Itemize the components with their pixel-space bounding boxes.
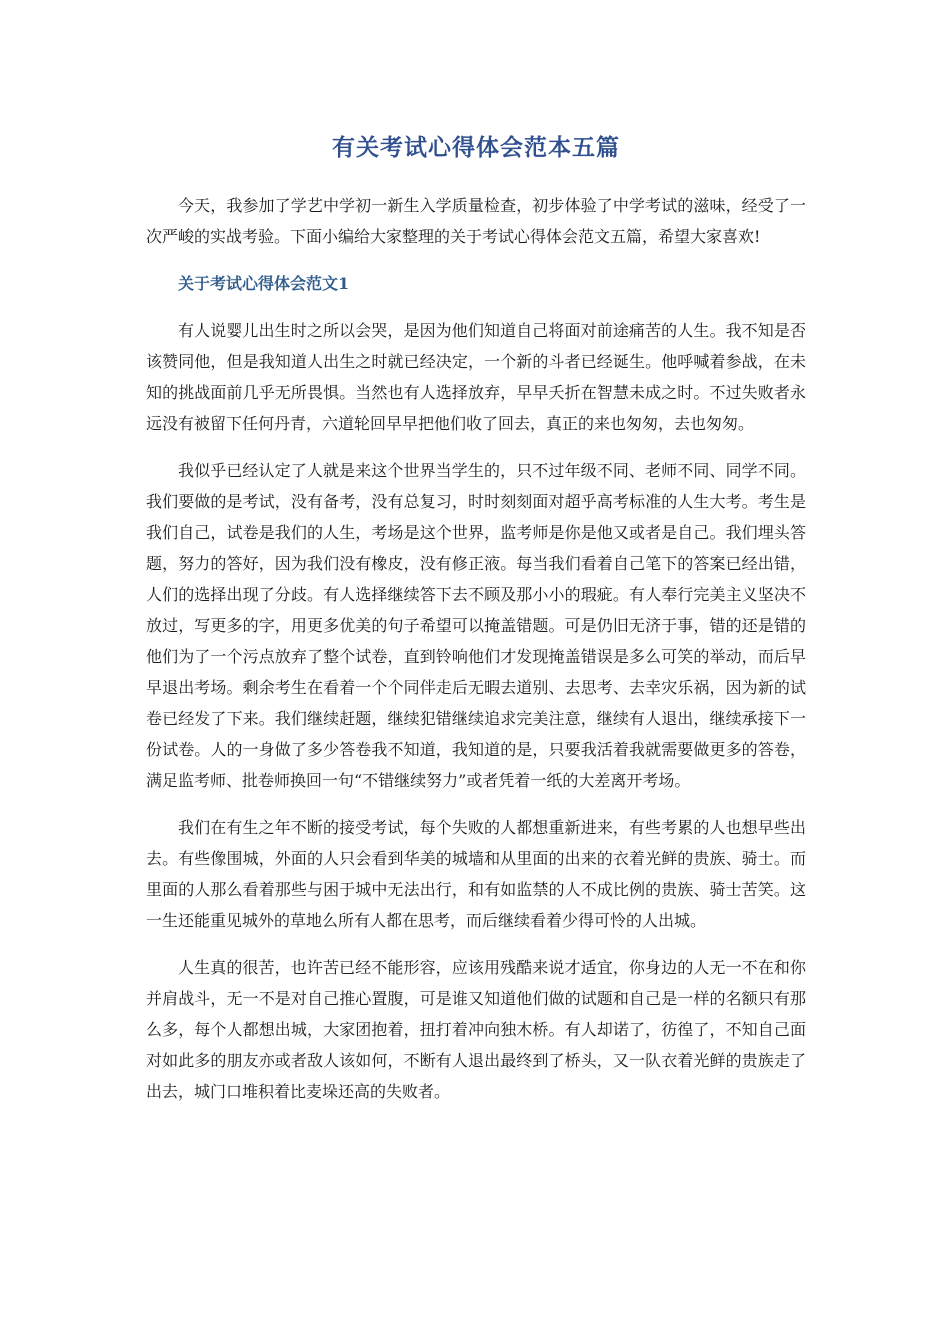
body-paragraph: 有人说婴儿出生时之所以会哭，是因为他们知道自己将面对前途痛苦的人生。我不知是否该赞同他，但是我知道人出生之时就已经决定，一个新的斗者已经诞生。他呼喊着参战，在未知的挑战面前几乎无所畏惧。当然也有人选择放弃，早早夭折在智慧未成之时。不过失败者永远没有被留下任何丹青，六道轮回早早把他们收了回去，真正的来也匆匆，去也匆匆。 xyxy=(146,321,806,433)
body-paragraph: 我似乎已经认定了人就是来这个世界当学生的，只不过年级不同、老师不同、同学不同。我们要做的是考试，没有备考，没有总复习，时时刻刻面对超乎高考标准的人生大考。考生是我们自己，试卷是我们的人生，考场是这个世界，监考师是你是他又或者是自己。我们埋头答题，努力的答好，因为我们没有橡皮，没有修正液。每当我们看着自己笔下的答案已经出错，人们的选择出现了分歧。有人选择继续答下去不顾及那小小的瑕疵。有人奉行完美主义坚决不放过，写更多的字，用更多优美的句子希望可以掩盖错题。可是仍旧无济于事，错的还是错的他们为了一个污点放弃了整个试卷，直到铃响他们才发现掩盖错误是多么可笑的举动，而后早早退出考场。剩余考生在看着一个个同伴走后无暇去道别、去思考、去幸灾乐祸，因为新的试卷已经发了下来。我们继续赶题，继续犯错继续追求完美注意，继续有人退出，继续承接下一份试卷。人的一身做了多少答卷我不知道，我知道的是，只要我活着我就需要做更多的答卷，满足监考师、批卷师换回一句“不错继续努力”或者凭着一纸的大差离开考场。 xyxy=(146,461,806,790)
body-paragraph: 人生真的很苦，也许苦已经不能形容，应该用残酷来说才适宜，你身边的人无一不在和你并肩战斗，无一不是对自己推心置腹，可是谁又知道他们做的试题和自己是一样的名额只有那么多，每个人都想出城，大家团抱着，扭打着冲向独木桥。有人却诺了，彷徨了，不知自己面对如此多的朋友亦或者敌人该如何，不断有人退出最终到了桥头，又一队衣着光鲜的贵族走了出去，城门口堆积着比麦垛还高的失败者。 xyxy=(146,958,806,1101)
document-title: 有关考试心得体会范本五篇 xyxy=(332,134,620,161)
intro-paragraph: 今天，我参加了学艺中学初一新生入学质量检查，初步体验了中学考试的滋味，经受了一次严峻的实战考验。下面小编给大家整理的关于考试心得体会范文五篇，希望大家喜欢! xyxy=(146,196,806,246)
section-heading: 关于考试心得体会范文1 xyxy=(178,274,350,293)
body-paragraph: 我们在有生之年不断的接受考试，每个失败的人都想重新进来，有些考累的人也想早些出去。有些像围城，外面的人只会看到华美的城墙和从里面的出来的衣着光鲜的贵族、骑士。而里面的人那么看着那些与困于城中无法出行，和有如监禁的人不成比例的贵族、骑士苦笑。这一生还能重见城外的草地么所有人都在思考，而后继续看着少得可怜的人出城。 xyxy=(146,818,806,930)
document-page xyxy=(146,128,806,1123)
